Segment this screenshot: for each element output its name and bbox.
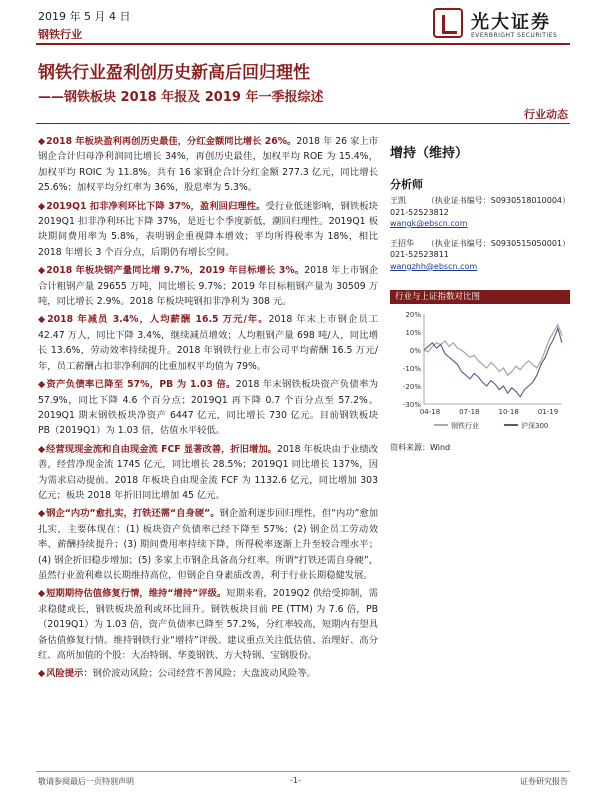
chart-title: 行业与上证指数对比图 [390, 290, 570, 304]
summary-paragraph [38, 263, 378, 309]
x-tick-label: 10-18 [498, 408, 519, 416]
x-tick-label: 04-18 [419, 408, 441, 416]
series-line [424, 325, 562, 375]
title-divider [36, 123, 570, 124]
paragraph-body: 2018 年 26 家上市钢企合计归母净利润同比增长 34%，再创历史最佳，加权平均 ROE 为 15.4%，加权平均 ROIC 为 11.8%。共有 16 家钢企合计分红金额 277.3 亿元，同比增长 25.6%；加权平均分红率为 36%，股息率为 5.3%。 [38, 136, 378, 194]
paragraph-body: 2018 年末钢铁板块资产负债率为 57.9%，同比下降 4.6 个百分点；2019Q1 再下降 0.7 个百分点至 57.2%。2019Q1 期末钢铁板块净资产 6447 亿元，同比增长 730 亿元。目前钢铁板块 PB（2019Q1）为 1.03 倍，估值水平较低。 [38, 379, 378, 437]
logo-name-en: EVERBRIGHT SECURITIES [471, 32, 558, 39]
industry-label: 钢铁行业 [38, 28, 82, 41]
legend-label: 钢铁行业 [451, 422, 479, 430]
x-tick-label: 01-19 [537, 408, 559, 416]
paragraph-lead: ◆ 2018 年板块钢产量同比增 9.7%，2019 年目标增长 3%。 [38, 265, 304, 276]
report-title: 钢铁行业盈利创历史新高后回归理性 [38, 63, 310, 83]
analyst-row [390, 195, 570, 207]
chart-svg [390, 308, 570, 438]
report-date: 2019 年 5 月 4 日 [38, 10, 131, 23]
paragraph-lead: ◆ 2018 年减员 3.4%，人均薪酬 16.5 万元/年。 [38, 314, 269, 325]
legend-label: 沪深300 [521, 422, 549, 430]
summary-paragraph [38, 134, 378, 196]
paragraph-body: 2018 年上市钢企合计粗钢产量 29655 万吨，同比增长 9.7%；2019 年目标粗钢产量为 30509 万吨，同比增长 2.9%。2018 年板块吨钢扣非净利为 308 元。 [38, 265, 378, 308]
report-category: 行业动态 [524, 108, 568, 121]
paragraph-lead: ◆ 资产负债率已降至 57%，PB 为 1.03 倍。 [38, 379, 236, 390]
analyst-phone: 021-52523811 [390, 250, 449, 259]
analyst-row [390, 238, 570, 250]
footer-divider [36, 771, 570, 772]
report-subtitle: ——钢铁板块 2018 年报及 2019 年一季报综述 [38, 90, 324, 105]
summary-paragraph [38, 377, 378, 439]
rating-label: 增持（维持） [390, 146, 469, 161]
company-logo [433, 8, 573, 42]
footer-disclaimer: 敬请参阅最后一页特别声明 [38, 777, 134, 786]
summary-paragraph [38, 586, 378, 663]
analyst-cert: （执业证书编号：S0930515050001） [426, 238, 570, 248]
paragraph-lead: ◆ 经营现现金流和自由现金流 FCF 显著改善，折旧增加。 [38, 444, 277, 455]
paragraph-body: 钢企盈利逐步回归理性，但“内功”愈加扎实，主要体现在：(1) 板块资产负债率已经下降至 57%；(2) 钢企员工劳动效率、薪酬持续提升；(3) 期间费用率持续下降，所得税率逐渐上升至较合理水平；(4) 钢企折旧稳步增加；(5) 多家上市钢企具备高分红率。所谓“打铁还需自身硬”，虽然行业盈利难以长期维持高位，但钢企自身素质改善，利于行业长期稳健发展。 [38, 508, 378, 581]
analyst-email[interactable]: wangk@ebscn.com [390, 219, 468, 228]
paragraph-lead: ◆ 2019Q1 扣非净利环比下降 37%，盈利回归理性。 [38, 201, 266, 212]
paragraph-body: 钢价波动风险；公司经营不善风险；大盘波动风险等。 [92, 668, 316, 680]
analyst-cert: （执业证书编号：S0930518010004） [426, 196, 570, 205]
header-divider [36, 43, 570, 45]
main-content [38, 134, 378, 685]
summary-paragraph [38, 442, 378, 504]
paragraph-body: 2018 年板块由于业绩改善，经营净现金流 1745 亿元，同比增长 28.5%；2019Q1 同比增长 137%，因为需求启动提前。2018 年板块自由现金流 FCF 为 1132.6 亿元，同比增加 303 亿元；板块 2018 年折旧同比增加 45 亿元。 [38, 443, 379, 501]
analyst-name: 王凯 [390, 196, 406, 205]
paragraph-lead: ◆ 2018 年板块盈利再创历史最佳，分红金额同比增长 26%。 [38, 136, 296, 147]
sidebar [390, 134, 570, 453]
paragraph-lead: ◆ 风险提示： [38, 668, 93, 679]
y-tick-label: -10% [402, 365, 421, 373]
logo-name-cn: 光大证券 [471, 12, 551, 33]
summary-paragraph [38, 506, 378, 583]
y-tick-label: -30% [402, 401, 421, 409]
page-number: -1- [290, 776, 301, 785]
y-tick-label: -20% [402, 383, 421, 391]
footer-doc-type: 证券研究报告 [520, 777, 568, 786]
paragraph-lead: ◆ 短期期待估值修复行情，维持“增持”评级。 [38, 588, 226, 599]
chart-source: 资料来源：Wind [390, 443, 451, 452]
y-tick-label: 10% [405, 329, 421, 337]
y-tick-label: 0% [409, 347, 421, 355]
paragraph-lead: ◆ 钢企“内功”愈扎实，打铁还需“自身硬”。 [38, 508, 220, 519]
risk-paragraph [38, 666, 378, 681]
summary-paragraph [38, 199, 378, 261]
x-tick-label: 07-18 [459, 408, 480, 416]
analyst-email[interactable]: wangzhh@ebscn.com [390, 261, 478, 271]
summary-paragraph [38, 312, 378, 374]
comparison-chart [390, 308, 570, 438]
analyst-heading: 分析师 [390, 178, 423, 191]
paragraph-body: 2018 年末上市钢企员工 42.47 万人，同比下降 3.4%，继续减员增效；人均粗钢产量 698 吨/人，同比增长 13.6%，劳动效率持续提升。2018 年钢铁行业上市公司平均薪酬 16.5 万元/年，员工薪酬占扣非净利润的比重加权平均值为 79%。 [38, 314, 378, 372]
analyst-phone: 021-52523812 [390, 207, 449, 217]
paragraph-body: 短期来看，2019Q2 供给受抑制，需求稳健或长，钢铁板块盈利或环比回升。钢铁板块目前 PE (TTM) 为 7.6 倍，PB（2019Q1）为 1.03 倍，资产负债率已降至 57.2%，分红率较高，短期内有望具备估值修复行情。维持钢铁行业“增持”评级。建议重点关注低估值、治理好、高分红、高所加值的个股：大冶特钢、华菱钢铁、方大特钢、宝钢股份。 [38, 588, 378, 661]
y-tick-label: 20% [405, 311, 421, 319]
logo-mark-icon [433, 8, 463, 38]
paragraph-body: 受行业低迷影响，钢铁板块 2019Q1 扣非净利环比下降 37%，是近七个季度新低，潮回归理性。2019Q1 板块期间费用率为 5.8%，表明钢企重视降本增效；平均所得税率为 18%，相比 2018 年增长 3 个百分点，后期仍有增长空间。 [38, 200, 378, 258]
series-line [424, 328, 562, 396]
analyst-name: 王招华 [390, 238, 414, 248]
